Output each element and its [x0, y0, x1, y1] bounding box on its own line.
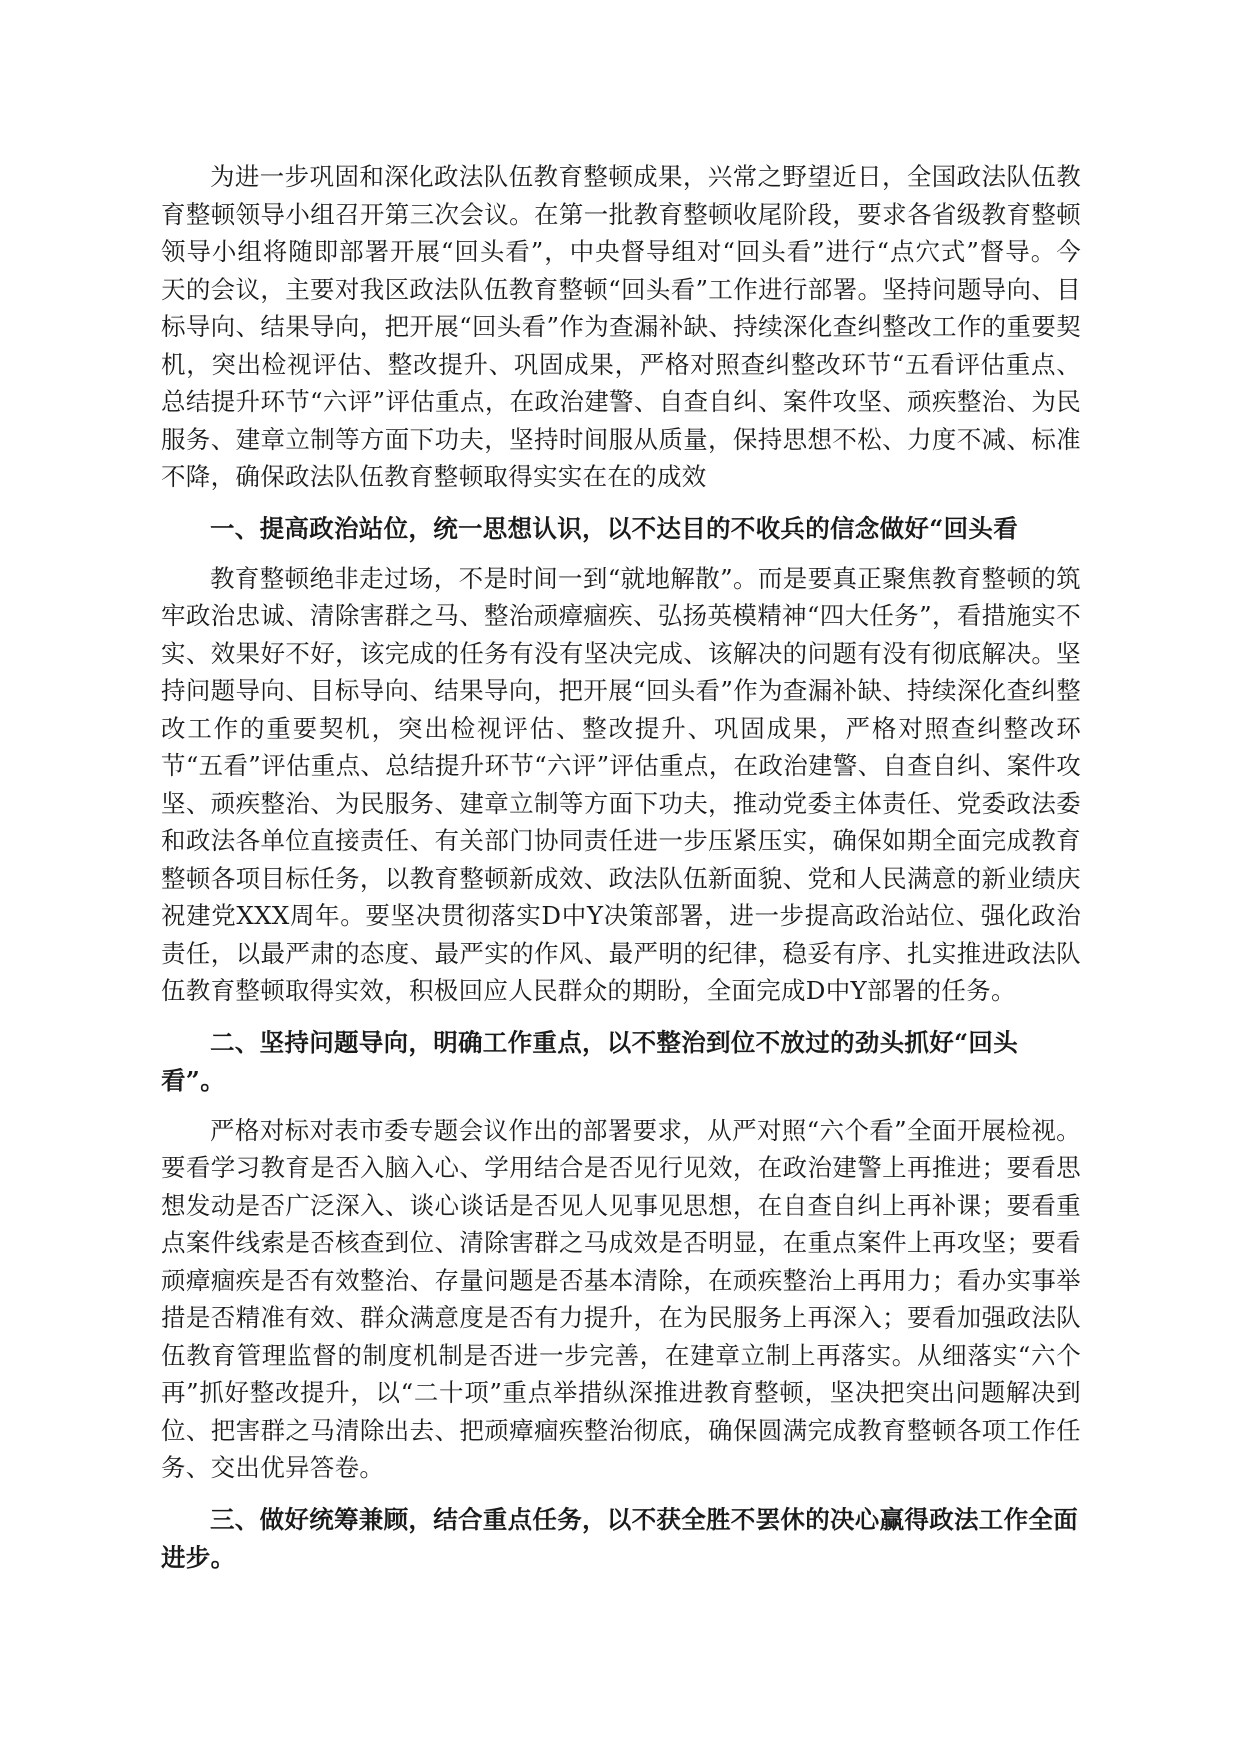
- section-2-paragraph: 严格对标对表市委专题会议作出的部署要求，从严对照“六个看”全面开展检视。要看学习教育是否入脑入心、学用结合是否见行见效，在政治建警上再推进；要看思想发动是否广泛深入、谈心谈话是否见人见事见思想，在自查自纠上再补课；要看重点案件线索是否核查到位、清除害群之马成效是否明显，在重点案件上再攻坚；要看顽瘴痼疾是否有效整治、存量问题是否基本清除，在顽疾整治上再用力；看办实事举措是否精准有效、群众满意度是否有力提升，在为民服务上再深入；要看加强政法队伍教育管理监督的制度机制是否进一步完善，在建章立制上再落实。从细落实“六个再”抓好整改提升，以“二十项”重点举措纵深推进教育整顿，坚决把突出问题解决到位、把害群之马清除出去、把顽瘴痼疾整治彻底，确保圆满完成教育整顿各项工作任务、交出优异答卷。: [161, 1115, 1081, 1482]
- document-page: [161, 158, 1081, 1577]
- section-1-paragraph: 教育整顿绝非走过场，不是时间一到“就地解散”。而是要真正聚焦教育整顿的筑牢政治忠诚、清除害群之马、整治顽瘴痼疾、弘扬英模精神“四大任务”，看措施实不实、效果好不好，该完成的任务有没有坚决完成、该解决的问题有没有彻底解决。坚持问题导向、目标导向、结果导向，把开展“回头看”作为查漏补缺、持续深化查纠整改工作的重要契机，突出检视评估、整改提升、巩固成果，严格对照查纠整改环节“五看”评估重点、总结提升环节“六评”评估重点，在政治建警、自查自纠、案件攻坚、顽疾整治、为民服务、建章立制等方面下功夫，推动党委主体责任、党委政法委和政法各单位直接责任、有关部门协同责任进一步压紧压实，确保如期全面完成教育整顿各项目标任务，以教育整顿新成效、政法队伍新面貌、党和人民满意的新业绩庆祝建党XXX周年。要坚决贯彻落实D中Y决策部署，进一步提高政治站位、强化政治责任，以最严肃的态度、最严实的作风、最严明的纪律，稳妥有序、扎实推进政法队伍教育整顿取得实效，积极回应人民群众的期盼，全面完成D中Y部署的任务。: [161, 563, 1081, 1005]
- section-3-heading: 三、做好统筹兼顾，结合重点任务，以不获全胜不罢休的决心赢得政法工作全面进步。: [161, 1504, 1078, 1572]
- section-1-heading: 一、提高政治站位，统一思想认识，以不达目的不收兵的信念做好“回头看: [210, 513, 1018, 543]
- section-2-heading: 二、坚持问题导向，明确工作重点，以不整治到位不放过的劲头抓好“回头看”。: [161, 1027, 1018, 1095]
- intro-paragraph: 为进一步巩固和深化政法队伍教育整顿成果，兴常之野望近日，全国政法队伍教育整顿领导小组召开第三次会议。在第一批教育整顿收尾阶段，要求各省级教育整顿领导小组将随即部署开展“回头看”，中央督导组对“回头看”进行“点穴式”督导。今天的会议，主要对我区政法队伍教育整顿“回头看”工作进行部署。坚持问题导向、目标导向、结果导向，把开展“回头看”作为查漏补缺、持续深化查纠整改工作的重要契机，突出检视评估、整改提升、巩固成果，严格对照查纠整改环节“五看评估重点、总结提升环节“六评”评估重点，在政治建警、自查自纠、案件攻坚、顽疾整治、为民服务、建章立制等方面下功夫，坚持时间服从质量，保持思想不松、力度不减、标准不降，确保政法队伍教育整顿取得实实在在的成效: [161, 162, 1081, 491]
